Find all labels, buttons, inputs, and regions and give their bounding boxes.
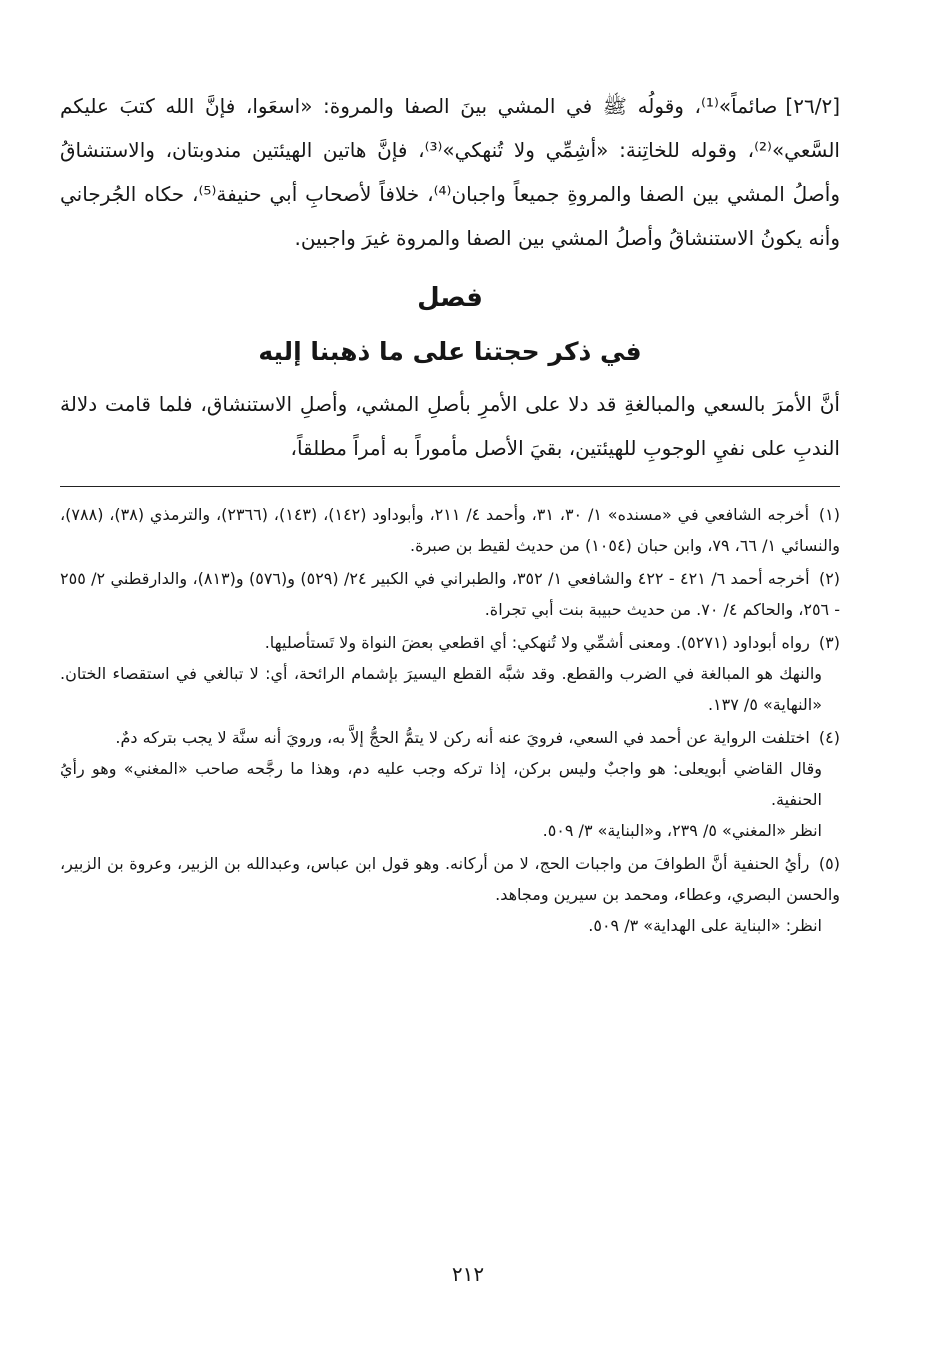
page bbox=[60, 84, 840, 943]
footnote-text: أخرجه الشافعي في «مسنده» ١/ ٣٠، ٣١، وأحمد ٤/ ٢١١، وأبوداود (١٤٢)، (١٤٣)، (٢٣٦٦)، والترمذي (٣٨)، (٧٨٨)، والنسائي ١/ ٦٦، ٧٩، وابن حبان (١٠٥٤) من حديث لقيط بن صبرة. bbox=[60, 505, 840, 555]
footnote-paragraph: وقال القاضي أبويعلى: هو واجبٌ وليس بركن، إذا تركه وجب عليه دم، وهذا ما رجَّحه صاحب «المغني» وهو رأيُ الحنفية. bbox=[60, 759, 822, 809]
footnote-paragraph bbox=[60, 563, 840, 625]
footnote-number: (٤) bbox=[818, 728, 840, 747]
footnote-paragraph: انظر: «البناية على الهداية» ٣/ ٥٠٩. bbox=[588, 916, 822, 935]
section-heading bbox=[60, 274, 840, 376]
footnote-text: أخرجه أحمد ٦/ ٤٢١ - ٤٢٢ والشافعي ١/ ٣٥٢، والطبراني في الكبير ٢٤/ (٥٢٩) و(٥٧٦) و(٨١٣)، والدارقطني ٢/ ٢٥٥ - ٢٥٦، والحاكم ٤/ ٧٠. من حديث حبيبة بنت أبي تجراة. bbox=[60, 569, 840, 619]
footnote-number: (٢) bbox=[818, 569, 841, 588]
footnote-2 bbox=[60, 563, 840, 625]
footnote-text: رأيُ الحنفية أنَّ الطوافَ من واجبات الحج، لا من أركانه. وهو قول ابن عباس، وعبدالله بن الزبير، وعروة بن الزبير، والحسن البصري، وعطاء، ومحمد بن سيرين ومجاهد. bbox=[60, 854, 840, 904]
footnote-paragraph bbox=[60, 848, 840, 910]
body-paragraph-1-text: صائماً»⁽¹⁾، وقولُه ﷺ في المشي بينَ الصفا والمروة: «اسعَوا، فإنَّ الله كتبَ عليكم السَّعي»⁽²⁾، وقوله للخاتِنة: «أشِمِّي ولا تُنهكي»⁽³⁾، فإنَّ هاتين الهيئتين مندوبتان، والاستنشاقُ وأصلُ المشي بين الصفا والمروةِ جميعاً واجبان⁽⁴⁾، خلافاً لأصحابِ أبي حنيفة⁽⁵⁾، حكاه الجُرجاني وأنه يكونُ الاستنشاقُ وأصلُ المشي بين الصفا والمروة غيرَ واجبين. bbox=[60, 94, 840, 250]
footnote-3 bbox=[60, 627, 840, 720]
section-title: فصل bbox=[417, 283, 483, 313]
footnote-number: (١) bbox=[818, 505, 841, 524]
footnote-paragraph: والنهك هو المبالغة في الضرب والقطع. وقد شبَّه القطع اليسيرَ بإشمام الرائحة، أي: لا تبالغي في استقصاء الختان. «النهاية» ٥/ ١٣٧. bbox=[60, 664, 822, 714]
footnote-number: (٣) bbox=[818, 633, 840, 652]
footnote-4 bbox=[60, 722, 840, 846]
footnote-paragraph bbox=[60, 499, 840, 561]
body-paragraph-1 bbox=[60, 84, 840, 260]
footnote-text: اختلفت الرواية عن أحمد في السعي، فرويَ عنه أنه ركن لا يتمُّ الحجُّ إلاَّ به، ورويَ أنه سنَّة لا يجب بتركه دمٌ. bbox=[115, 728, 810, 747]
footnote-text: رواه أبوداود (٥٢٧١). ومعنى أشمِّي ولا تُنهكي: أي اقطعي بعضَ النواة ولا تَستأصليها. bbox=[264, 633, 810, 652]
footnote-divider bbox=[60, 486, 840, 487]
footnote-paragraph bbox=[60, 722, 840, 753]
footnote-number: (٥) bbox=[818, 854, 841, 873]
footnote-1 bbox=[60, 499, 840, 561]
body-paragraph-2: أنَّ الأمرَ بالسعي والمبالغةِ قد دلا على الأمرِ بأصلِ المشي، وأصلِ الاستنشاق، فلما قامت دلالة الندبِ على نفيِ الوجوبِ للهيئتين، بقيَ الأصل مأموراً به أمراً مطلقاً، bbox=[60, 392, 840, 460]
footnote-paragraph: انظر «المغني» ٥/ ٢٣٩، و«البناية» ٣/ ٥٠٩. bbox=[542, 821, 822, 840]
section-subtitle: في ذكر حجتنا على ما ذهبنا إليه bbox=[258, 337, 642, 366]
footnote-5 bbox=[60, 848, 840, 941]
footnote-paragraph bbox=[60, 627, 840, 658]
page-number: ٢١٢ bbox=[451, 1262, 485, 1286]
page-reference: [٢٦/٢] bbox=[785, 94, 840, 118]
footnotes bbox=[60, 499, 840, 941]
